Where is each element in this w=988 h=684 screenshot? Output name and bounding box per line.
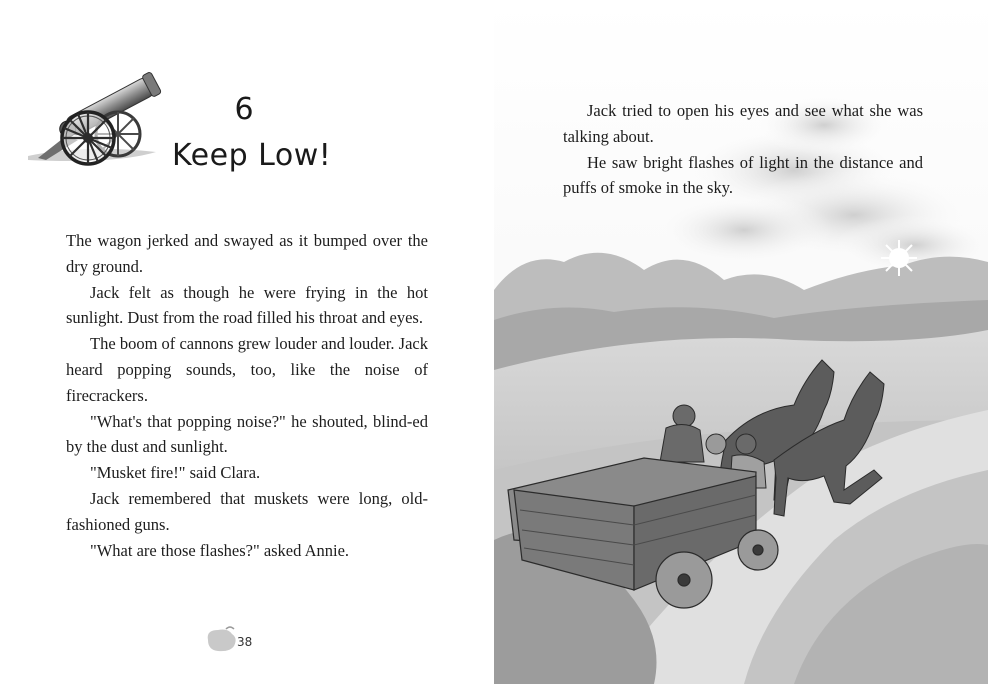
chapter-title: Keep Low!	[172, 138, 332, 173]
chapter-number: 6	[234, 92, 254, 127]
paragraph: "What are those flashes?" asked Annie.	[90, 540, 350, 560]
paragraph: The boom of cannons grew louder and louder. Jack heard popping sounds, too, like the noise of firecrackers.	[66, 334, 428, 405]
left-page-body	[66, 228, 428, 563]
paragraph: Jack tried to open his eyes and see what she was talking about.	[563, 101, 923, 146]
paragraph: "What's that popping noise?" he shouted, blind-ed by the dust and sunlight.	[66, 411, 428, 457]
paragraph: He saw bright flashes of light in the distance and puffs of smoke in the sky.	[563, 152, 923, 198]
paragraph: Jack remembered that muskets were long, old-fashioned guns.	[66, 488, 428, 534]
page-number: 38	[237, 635, 253, 649]
cannon-illustration-icon	[26, 66, 168, 172]
cannonball-page-marker-icon	[204, 626, 240, 654]
right-page	[494, 0, 988, 684]
right-page-body	[563, 98, 923, 201]
paragraph: The wagon jerked and swayed as it bumped over the dry ground.	[66, 231, 428, 276]
paragraph: "Musket fire!" said Clara.	[90, 463, 261, 483]
page-number-marker	[204, 626, 264, 654]
paragraph: Jack felt as though he were frying in the hot sunlight. Dust from the road filled his throat and eyes.	[66, 282, 428, 328]
